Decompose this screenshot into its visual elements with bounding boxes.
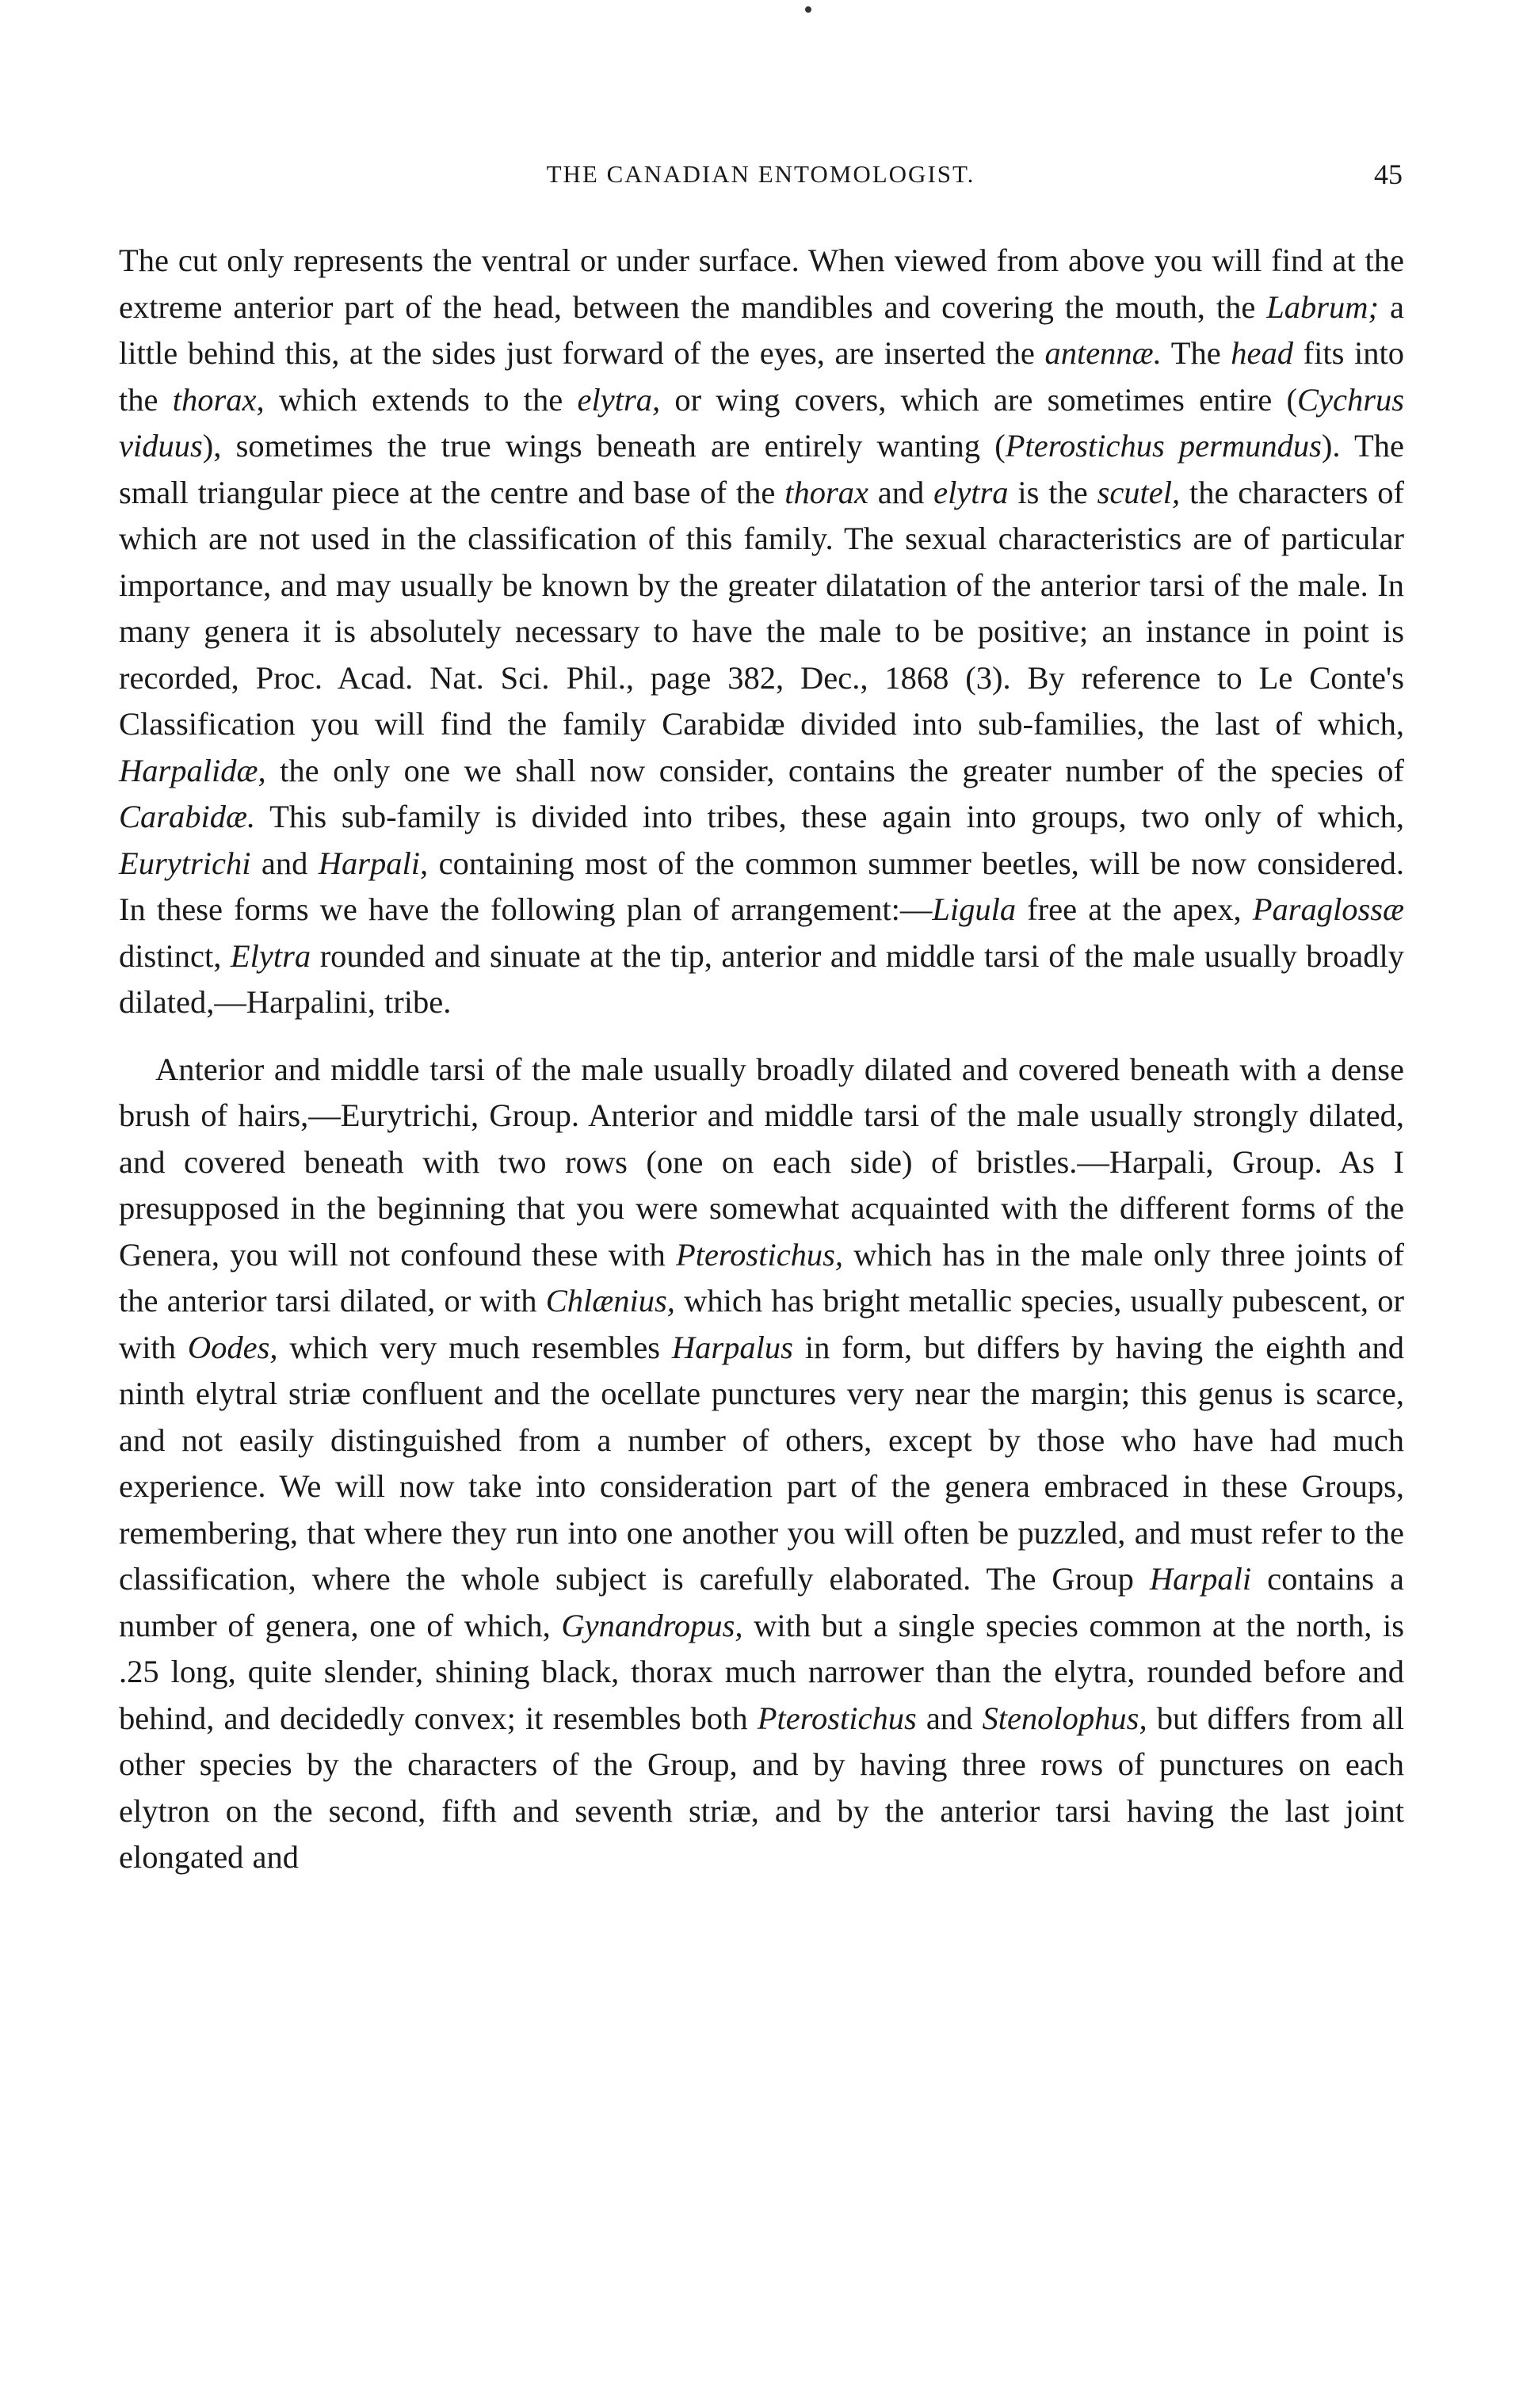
text-run: with but a single species common at the north, is .25 long, quite slender, shining black, thorax much narrower than the elytra, rounded before and behind, and decidedly convex; it resembles both	[119, 1607, 1404, 1736]
text-run: This sub-family is divided into tribes, these again into groups, two only of which,	[255, 799, 1404, 834]
text-run: which extends to the	[264, 381, 578, 418]
text-run: which has bright metallic species, usually pubescent, or with	[119, 1283, 1404, 1365]
italic-term: Elytra	[230, 937, 311, 974]
printing-speck	[805, 6, 811, 13]
italic-term: Pterostichus permundus	[1005, 428, 1322, 464]
text-run: and	[868, 474, 934, 510]
italic-term: Harpali,	[318, 845, 429, 881]
text-run: rounded and sinuate at the tip, anterior and middle tarsi of the male usually broadly dilated,—Harpalini, tribe.	[119, 937, 1405, 1020]
paragraph-1	[119, 238, 1404, 1026]
italic-term: Pterostichus	[757, 1700, 917, 1736]
text-run: distinct,	[119, 937, 231, 974]
text-run: a little behind this, at the sides just forward of the eyes, are inserted the	[119, 288, 1404, 371]
text-run: the characters of which are not used in the classification of this family. The sexual characteristics are of particular importance, and may usually be known by the greater dilatation of the anterior tarsi of the male. In many genera it is absolutely necessary to have the male to be positive; an instance in point is recorded, Proc. Acad. Nat. Sci. Phil., page 382, Dec., 1868 (3). By reference to Le Conte's Classification you will find the family Carabidæ divided into sub-families, the last of which,	[119, 474, 1404, 742]
text-run: ). The small triangular piece at the centre and base of the	[119, 428, 1404, 510]
italic-term: Labrum;	[1266, 288, 1380, 325]
italic-term: Harpali	[1149, 1561, 1252, 1597]
italic-term: antennæ.	[1044, 335, 1162, 371]
page-number: 45	[1374, 158, 1403, 190]
text-run: which very much resembles	[277, 1329, 672, 1365]
italic-term: Gynandropus,	[561, 1607, 743, 1643]
italic-term: thorax	[784, 474, 868, 510]
italic-term: Eurytrichi	[119, 845, 251, 881]
text-run: which has in the male only three joints of the anterior tarsi dilated, or with	[119, 1236, 1404, 1318]
running-header	[119, 155, 1403, 193]
text-run: is the	[1008, 474, 1097, 510]
italic-term: elytra	[933, 474, 1009, 510]
italic-term: Cychrus viduus	[119, 381, 1405, 464]
text-run: free at the apex,	[1016, 891, 1253, 927]
text-run: and	[916, 1700, 983, 1736]
text-run: The	[1161, 335, 1231, 371]
italic-term: Carabidæ.	[119, 799, 256, 834]
italic-term: Pterostichus,	[675, 1236, 844, 1273]
text-run: the only one we shall now consider, contains the greater number of the species of	[265, 752, 1404, 788]
text-run: fits into the	[119, 335, 1404, 418]
italic-term: Oodes,	[187, 1329, 278, 1365]
text-run: but differs from all other species by the characters of the Group, and by having three rows of punctures on each elytron on the second, fifth and seventh striæ, and by the anterior tarsi having the last joint elongated and	[119, 1700, 1404, 1875]
italic-term: Ligula	[932, 891, 1017, 927]
italic-term: elytra,	[577, 381, 661, 418]
text-run: containing most of the common summer beetles, will be now considered. In these forms we have the following plan of arrangement:—	[119, 845, 1404, 927]
body-text	[119, 238, 1404, 1881]
text-run: in form, but differs by having the eighth and ninth elytral striæ confluent and the ocellate punctures very near the margin; this genus is scarce, and not easily distinguished from a number of others, except by those who have had much experience. We will now take into consideration part of the genera embraced in these Groups, remembering, that where they run into one another you will often be puzzled, and must refer to the classification, where the whole subject is carefully elaborated. The Group	[119, 1329, 1404, 1597]
paragraph-2	[119, 1047, 1404, 1881]
text-run: ), sometimes the true wings beneath are entirely wanting (	[202, 428, 1006, 464]
italic-term: thorax,	[172, 381, 265, 418]
italic-term: Chlænius,	[545, 1283, 675, 1318]
italic-term: Harpalidæ,	[119, 752, 266, 788]
journal-title: THE CANADIAN ENTOMOLOGIST.	[546, 160, 975, 188]
italic-term: head	[1231, 335, 1294, 371]
text-run: Anterior and middle tarsi of the male usually broadly dilated and covered beneath with a dense brush of hairs,—Eurytrichi, Group. Anterior and middle tarsi of the male usually strongly dilated, and covered beneath with two rows (one on each side) of bristles.—Harpali, Group. As I presupposed in the beginning that you were somewhat acquainted with the different forms of the Genera, you will not confound these with	[119, 1051, 1404, 1273]
italic-term: Harpalus	[671, 1329, 793, 1365]
text-run: The cut only represents the ventral or under surface. When viewed from above you will find at the extreme anterior part of the head, between the mandibles and covering the mouth, the	[119, 242, 1404, 325]
text-run: contains a number of genera, one of which,	[119, 1561, 1404, 1643]
italic-term: Stenolophus,	[982, 1700, 1147, 1736]
italic-term: Paraglossæ	[1252, 891, 1404, 927]
italic-term: scutel,	[1097, 474, 1181, 510]
text-run: or wing covers, which are sometimes entire (	[660, 381, 1298, 418]
text-run: and	[250, 845, 319, 881]
